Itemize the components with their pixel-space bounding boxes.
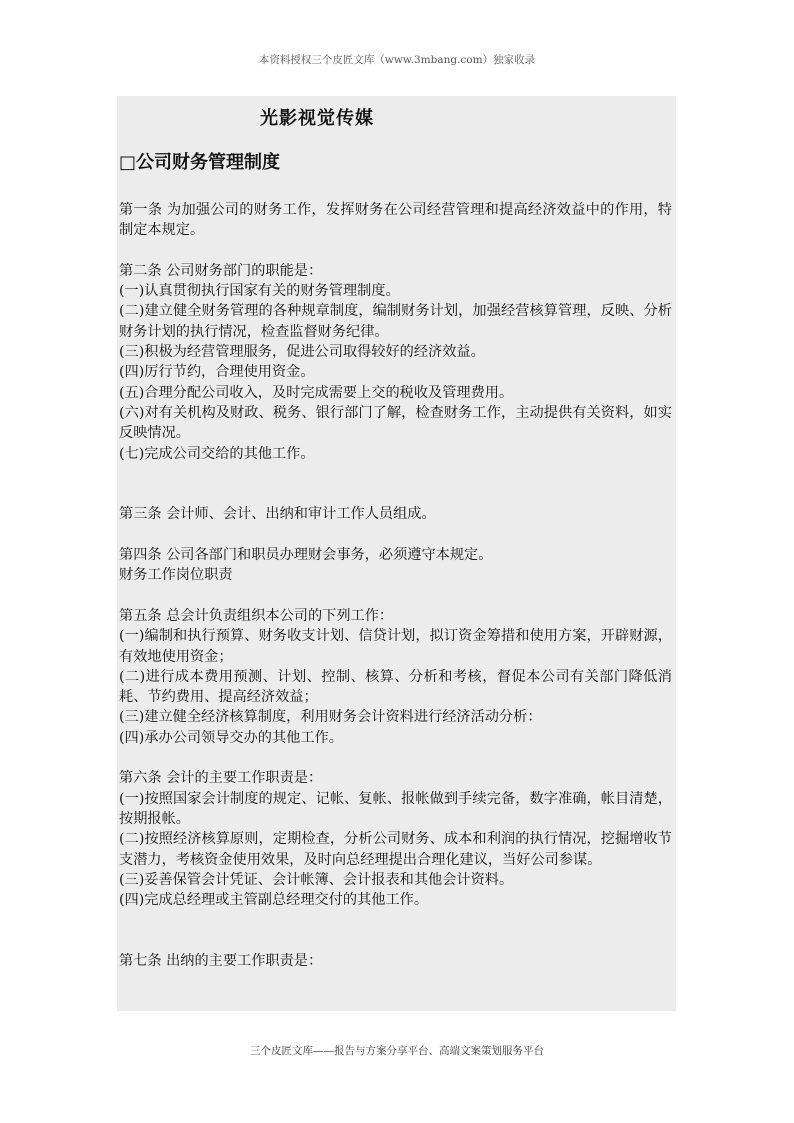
article-7: 第七条 出纳的主要工作职责是： bbox=[119, 952, 323, 969]
document-content-panel bbox=[117, 96, 676, 1011]
article-6-item-4: (四)完成总经理或主管副总经理交付的其他工作。 bbox=[119, 892, 429, 909]
article-6-item-2: (二)按照经济核算原则，定期检查，分析公司财务、成本和利润的执行情况，挖掘增收节支潜力，考核资金使用效果，及时向总经理提出合理化建议，当好公司参谋。 bbox=[119, 831, 672, 868]
document-title: 光影视觉传媒 bbox=[260, 108, 374, 129]
page-footer-note: 三个皮匠文库——报告与方案分享平台、高端文案策划服务平台 bbox=[250, 1045, 544, 1057]
article-6-item-3: (三)妥善保管会计凭证、会计帐簿、会计报表和其他会计资料。 bbox=[119, 871, 514, 888]
article-2: 第二条 公司财务部门的职能是： bbox=[119, 262, 323, 279]
article-2-item-6: (六)对有关机构及财政、税务、银行部门了解，检查财务工作，主动提供有关资料，如实反映情况。 bbox=[119, 404, 672, 442]
article-5-item-1: (一)编制和执行预算、财务收支计划、信贷计划，拟订资金筹措和使用方案，开辟财源，有效地使用资金； bbox=[119, 628, 672, 665]
article-4: 第四条 公司各部门和职员办理财会事务，必须遵守本规定。 bbox=[119, 547, 493, 564]
article-2-item-5: (五)合理分配公司收入，及时完成需要上交的税收及管理费用。 bbox=[119, 384, 514, 401]
article-2-item-3: (三)积极为经营管理服务，促进公司取得较好的经济效益。 bbox=[119, 344, 485, 361]
article-1: 第一条 为加强公司的财务工作，发挥财务在公司经营管理和提高经济效益中的作用，特制定本规定。 bbox=[119, 202, 672, 239]
article-5: 第五条 总会计负责组织本公司的下列工作： bbox=[119, 607, 394, 624]
article-6: 第六条 会计的主要工作职责是： bbox=[119, 770, 323, 787]
section-title: □公司财务管理制度 bbox=[119, 152, 281, 173]
article-2-item-2: (二)建立健全财务管理的各种规章制度，编制财务计划，加强经营核算管理，反映、分析财务计划的执行情况，检查监督财务纪律。 bbox=[119, 303, 672, 340]
subsection-heading: 财务工作岗位职责 bbox=[119, 567, 233, 584]
article-5-item-2: (二)进行成本费用预测、计划、控制、核算、分析和考核，督促本公司有关部门降低消耗、节约费用、提高经济效益； bbox=[119, 668, 672, 706]
article-5-item-4: (四)承办公司领导交办的其他工作。 bbox=[119, 729, 343, 746]
article-2-item-7: (七)完成公司交给的其他工作。 bbox=[119, 445, 315, 462]
article-5-item-3: (三)建立健全经济核算制度，利用财务会计资料进行经济活动分析： bbox=[119, 709, 542, 726]
page-header-note: 本资料授权三个皮匠文库（www.3mbang.com）独家收录 bbox=[258, 54, 536, 66]
article-3: 第三条 会计师、会计、出纳和审计工作人员组成。 bbox=[119, 506, 436, 523]
article-2-item-4: (四)厉行节约，合理使用资金。 bbox=[119, 364, 315, 381]
article-2-item-1: (一)认真贯彻执行国家有关的财务管理制度。 bbox=[119, 283, 400, 300]
article-6-item-1: (一)按照国家会计制度的规定、记帐、复帐、报帐做到手续完备，数字准确，帐目清楚，按期报帐。 bbox=[119, 790, 672, 827]
document-body bbox=[119, 200, 672, 971]
